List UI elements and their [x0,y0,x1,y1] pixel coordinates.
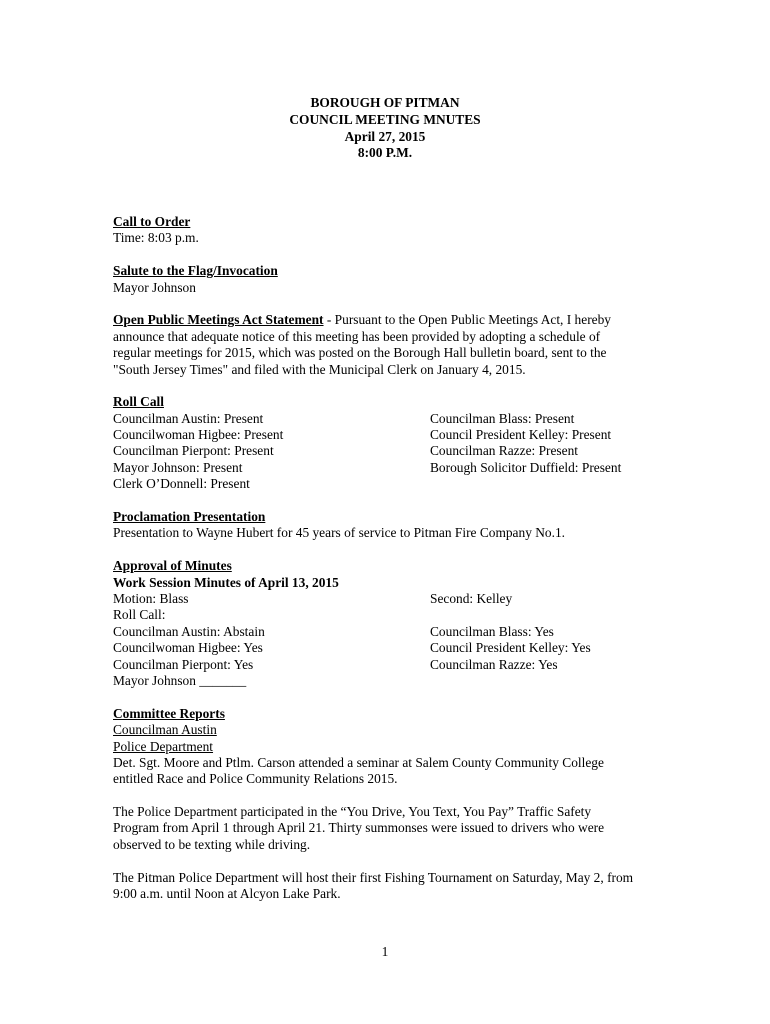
page-number: 1 [381,944,389,959]
minutes-heading: Approval of Minutes [113,558,232,574]
committee-para1-line: Det. Sgt. Moore and Ptlm. Carson attended a seminar at Salem County Community College [113,754,604,770]
roll-call-right: Borough Solicitor Duffield: Present [430,459,622,475]
committee-para2-line: Program from April 1 through April 21. Thirty summonses were issued to drivers who were [113,820,605,836]
call-to-order-heading: Call to Order [113,214,191,229]
title-line-2: COUNCIL MEETING MNUTES [289,111,481,127]
committee-dept: Police Department [113,738,214,754]
vote-left: Mayor Johnson _______ [113,672,247,688]
document-title [0,95,770,162]
roll-call-heading: Roll Call [113,394,164,410]
vote-row [113,640,643,656]
vote-left: Councilman Austin: Abstain [113,623,265,639]
call-to-order-section [113,214,643,247]
opma-line-1: - Pursuant to the Open Public Meetings Act, I hereby [323,312,611,328]
opma-line-4: "South Jersey Times" and filed with the Municipal Clerk on January 4, 2015. [113,361,526,377]
roll-call-section [113,394,643,492]
roll-call-row [113,476,643,492]
committee-para3 [113,870,643,903]
roll-call-left: Clerk O’Donnell: Present [113,476,250,492]
motion-text: Motion: Blass [113,590,189,606]
roll-call-left: Councilman Pierpont: Present [113,443,274,459]
vote-row [113,624,643,640]
roll-call-right: Council President Kelley: Present [430,427,612,443]
second-text: Second: Kelley [430,590,513,606]
committee-member: Councilman Austin [113,722,217,738]
committee-para2-line: The Police Department participated in the “You Drive, You Text, You Pay” Traffic Safety [113,804,592,820]
opma-heading: Open Public Meetings Act Statement [113,312,324,328]
committee-para2 [113,804,643,853]
roll-call-left: Councilwoman Higbee: Present [113,427,284,443]
minutes-roll-label: Roll Call: [113,607,166,623]
call-to-order-time: Time: 8:03 p.m. [113,230,199,246]
committee-para1-line: entitled Race and Police Community Relations 2015. [113,771,398,787]
vote-right: Council President Kelley: Yes [430,640,591,656]
vote-row [113,657,643,673]
vote-left: Councilwoman Higbee: Yes [113,640,263,656]
committee-para3-line: The Pitman Police Department will host their first Fishing Tournament on Saturday, May 2, from [113,869,634,885]
salute-section [113,263,643,296]
title-line-4: 8:00 P.M. [357,145,413,161]
roll-call-right: Councilman Razze: Present [430,443,578,459]
roll-call-row [113,460,643,476]
title-line-1: BOROUGH OF PITMAN [310,95,460,110]
opma-section [113,312,643,378]
opma-line-2: announce that adequate notice of this meeting has been provided by adopting a schedule of [113,328,601,344]
roll-call-row [113,443,643,459]
opma-line-3: regular meetings for 2015, which was posted on the Borough Hall bulletin board, sent to the [113,345,607,361]
minutes-section [113,558,643,689]
proclamation-heading: Proclamation Presentation [113,509,266,525]
vote-left: Councilman Pierpont: Yes [113,656,254,672]
minutes-subheading: Work Session Minutes of April 13, 2015 [113,574,339,590]
committee-para2-line: observed to be texting while driving. [113,836,311,852]
document-body [113,214,643,919]
roll-call-row [113,427,643,443]
proclamation-text: Presentation to Wayne Hubert for 45 years of service to Pitman Fire Company No.1. [113,525,565,541]
roll-call-right: Councilman Blass: Present [430,410,575,426]
roll-call-left: Mayor Johnson: Present [113,459,243,475]
roll-call-row [113,411,643,427]
roll-call-left: Councilman Austin: Present [113,410,264,426]
vote-right: Councilman Razze: Yes [430,656,558,672]
motion-row [113,591,643,607]
proclamation-section [113,509,643,542]
committee-heading: Committee Reports [113,705,225,721]
vote-right: Councilman Blass: Yes [430,623,554,639]
vote-row [113,673,643,689]
salute-heading: Salute to the Flag/Invocation [113,263,278,279]
title-line-3: April 27, 2015 [344,128,426,144]
salute-text: Mayor Johnson [113,279,196,295]
committee-para3-line: 9:00 a.m. until Noon at Alcyon Lake Park. [113,886,341,902]
committee-section [113,706,643,788]
